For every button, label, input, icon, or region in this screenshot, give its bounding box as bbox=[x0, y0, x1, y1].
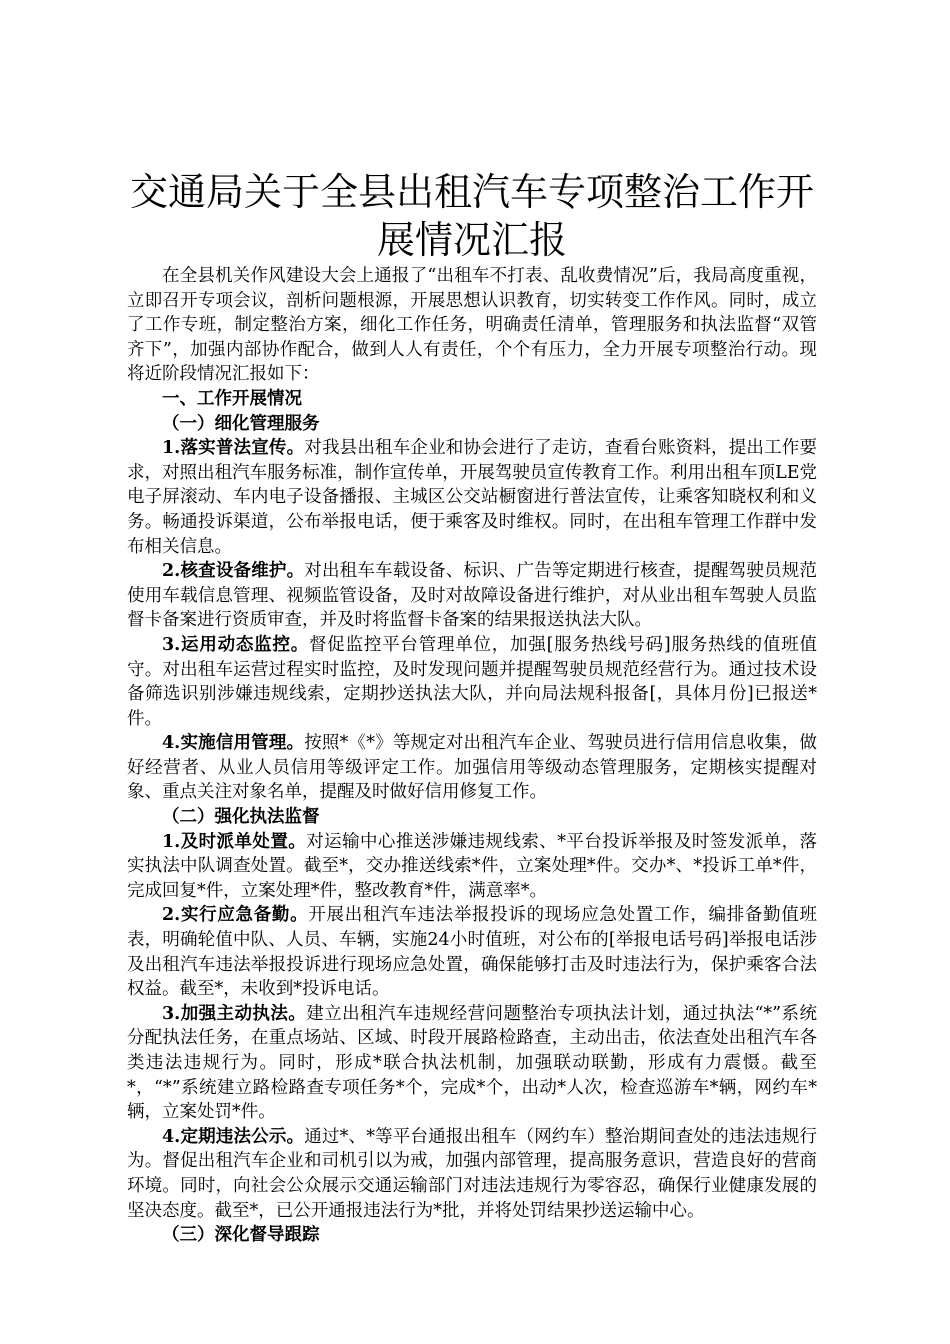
paragraph-text: 对我县出租车企业和协会进行了走访，查看台账资料，提出工作要求，对照出租汽车服务标准，制作宣传单，开展驾驶员宣传教育工作。利用出租车顶LE党电子屏滚动、车内电子设备播报、主城区公交站橱窗进行普法宣传，让乘客知晓权利和义务。畅通投诉渠道，公布举报电话，便于乘客及时维权。同时，在出租车管理工作群中发布相关信息。 bbox=[127, 438, 817, 557]
paragraph-text: 对运输中心推送涉嫌违规线索、*平台投诉举报及时签发派单，落实执法中队调查处置。截至*，交办推送线索*件，立案处理*件。交办*、*投诉工单*件，完成回复*件，立案处理*件，整改教育*件，满意率*。 bbox=[127, 831, 817, 901]
paragraph-2-2 bbox=[127, 903, 817, 1001]
paragraph-lead: 4.定期违法公示。 bbox=[162, 1126, 305, 1147]
paragraph-text: 开展出租汽车违法举报投诉的现场应急处置工作，编排备勤值班表，明确轮值中队、人员、车辆，实施24小时值班，对公布的[举报电话号码]举报电话涉及出租汽车违法举报投诉进行现场应急处置，确保能够打击及时违法行为，保护乘客合法权益。截至*，未收到*投诉电话。 bbox=[127, 905, 817, 1000]
paragraph-1-4 bbox=[127, 731, 817, 805]
paragraph-2-3 bbox=[127, 1002, 817, 1125]
document-title: 交通局关于全县出租汽车专项整治工作开展情况汇报 bbox=[129, 170, 814, 262]
subsection-heading-3: （三）深化督导跟踪 bbox=[162, 1225, 320, 1246]
paragraph-1-3 bbox=[127, 633, 817, 731]
paragraph-lead: 1.及时派单处置。 bbox=[162, 831, 307, 852]
paragraph-lead: 2.核查设备维护。 bbox=[162, 561, 305, 582]
subsection-heading-1: （一）细化管理服务 bbox=[162, 413, 320, 434]
paragraph-text: 对出租车车载设备、标识、广告等定期进行核查，提醒驾驶员规范使用车载信息管理、视频监管设备，及时对故障设备进行维护，对从业出租车驾驶人员监督卡备案进行资质审查，并及时将监督卡备案的结果报送执法大队。 bbox=[127, 561, 817, 631]
paragraph-lead: 3.加强主动执法。 bbox=[162, 1003, 307, 1024]
section-heading-1: 一、工作开展情况 bbox=[162, 388, 302, 409]
intro-paragraph: 在全县机关作风建设大会上通报了“出租车不打表、乱收费情况”后，我局高度重视，立即召开专项会议，剖析问题根源，开展思想认识教育，切实转变工作作风。同时，成立了工作专班，制定整治方案，细化工作任务，明确责任清单，管理服务和执法监督“双管齐下”，加强内部协作配合，做到人人有责任，个个有压力，全力开展专项整治行动。现将近阶段情况汇报如下： bbox=[127, 266, 817, 385]
paragraph-lead: 1.落实普法宣传。 bbox=[162, 438, 305, 459]
paragraph-1-1 bbox=[127, 436, 817, 559]
paragraph-lead: 2.实行应急备勤。 bbox=[162, 905, 309, 926]
paragraph-text: 督促监控平台管理单位，加强[服务热线号码]服务热线的值班值守。对出租车运营过程实时监控，及时发现问题并提醒驾驶员规范经营行为。通过技术设备筛选识别涉嫌违规线索，定期抄送执法大队，并向局法规科报备[，具体月份]已报送*件。 bbox=[127, 634, 817, 729]
subsection-heading-2: （二）强化执法监督 bbox=[162, 807, 320, 828]
document-page bbox=[127, 168, 817, 1248]
paragraph-lead: 4.实施信用管理。 bbox=[162, 733, 305, 754]
paragraph-1-2 bbox=[127, 559, 817, 633]
paragraph-text: 建立出租汽车违规经营问题整治专项执法计划，通过执法“*”系统分配执法任务，在重点场站、区域、时段开展路检路查，主动出击，依法查处出租汽车各类违法违规行为。同时，形成*联合执法机制，加强联动联勤，形成有力震慑。截至*，“*”系统建立路检路查专项任务*个，完成*个，出动*人次，检查巡游车*辆，网约车*辆，立案处罚*件。 bbox=[127, 1003, 817, 1123]
paragraph-2-4 bbox=[127, 1125, 817, 1223]
paragraph-text: 按照*《*》等规定对出租汽车企业、驾驶员进行信用信息收集，做好经营者、从业人员信用等级评定工作。加强信用等级动态管理服务，定期核实提醒对象、重点关注对象名单，提醒及时做好信用修复工作。 bbox=[127, 733, 817, 803]
paragraph-lead: 3.运用动态监控。 bbox=[162, 634, 310, 655]
paragraph-text: 通过*、*等平台通报出租车（网约车）整治期间查处的违法违规行为。督促出租汽车企业和司机引以为戒，加强内部管理，提高服务意识，营造良好的营商环境。同时，向社会公众展示交通运输部门对违法违规行为零容忍，确保行业健康发展的坚决态度。截至*，已公开通报违法行为*批，并将处罚结果抄送运输中心。 bbox=[127, 1126, 817, 1221]
paragraph-2-1 bbox=[127, 830, 817, 904]
